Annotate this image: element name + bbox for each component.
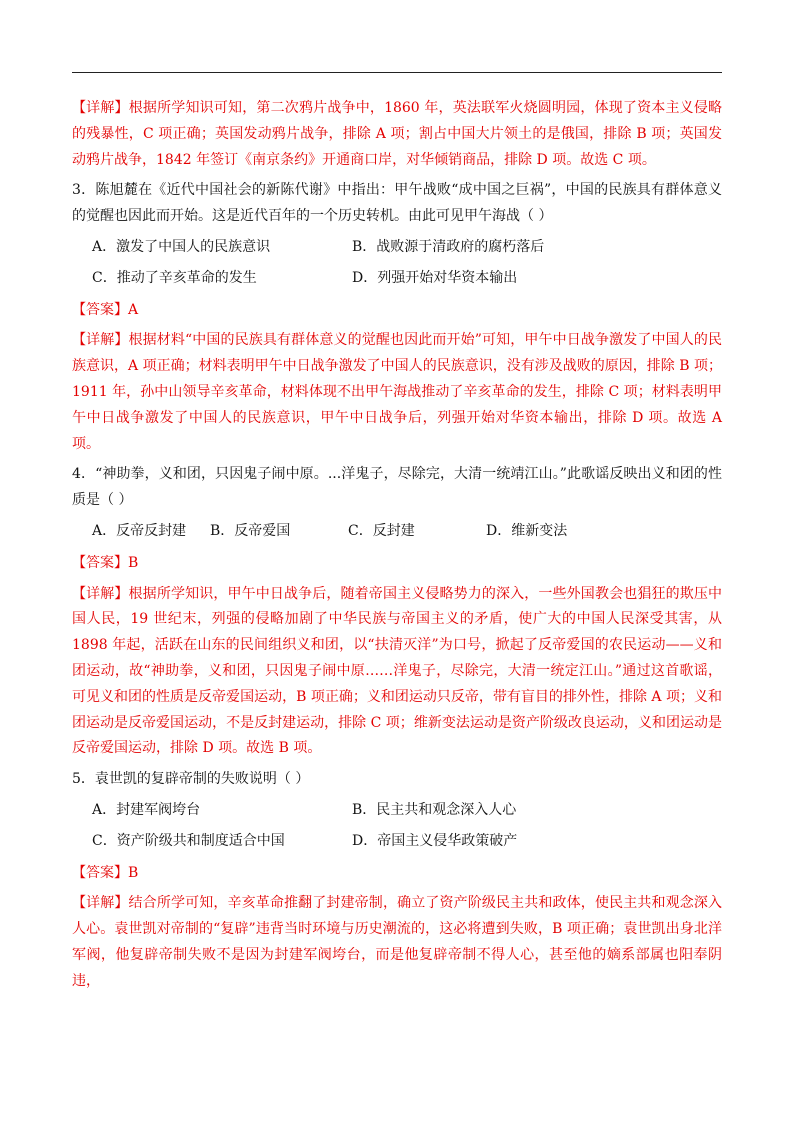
q4-detail-label: 【详解】: [72, 585, 129, 602]
document-body: [72, 96, 722, 1000]
q3-answer: [72, 298, 722, 324]
q4-answer-label: 【答案】: [72, 554, 128, 571]
q2-detail-text: 根据所学知识可知，第二次鸦片战争中，1860 年，英法联军火烧圆明园，体现了资本主义侵略的残暴性，C 项正确；英国发动鸦片战争，排除 A 项；割占中国大片领土的是俄国，排除 B 项；英国发动鸦片战争，1842 年签订《南京条约》开通商口岸，对华倾销商品，排除 D 项。故选 C 项。: [72, 100, 723, 168]
q2-detail: [72, 96, 722, 173]
q4-stem: 4．“神助拳，义和团，只因鬼子闹中原。...洋鬼子，尽除完，大清一统靖江山。”此歌谣反映出义和团的性质是（ ）: [72, 466, 722, 509]
q5-answer-label: 【答案】: [72, 864, 128, 881]
q5-option-d: D．帝国主义侵华政策破产: [352, 832, 518, 849]
q3-detail-label: 【详解】: [72, 332, 129, 349]
q3-detail-text: 根据材料“中国的民族具有群体意义的觉醒也因此而开始”可知，甲午中日战争激发了中国人的民族意识，A 项正确；材料表明甲午中日战争激发了中国人的民族意识，没有涉及战败的原因，排除 B 项；1911 年，孙中山领导辛亥革命，材料体现不出甲午海战推动了辛亥革命的发生，排除 C 项；材料表明甲午中日战争激发了中国人的民族意识，甲午中日战争后，列强开始对华资本输出，排除 D 项。故选 A 项。: [72, 332, 723, 452]
q4-option-a: A．反帝反封建: [92, 522, 187, 539]
q4-option-d: D．维新变法: [486, 522, 568, 539]
q2-detail-label: 【详解】: [72, 100, 129, 116]
q3-answer-value: A: [128, 301, 139, 318]
q3-answer-label: 【答案】: [72, 301, 128, 318]
q4-answer: [72, 551, 722, 577]
q5-option-b: B．民主共和观念深入人心: [352, 801, 517, 818]
q4-detail-text: 根据所学知识，甲午中日战争后，随着帝国主义侵略势力的深入，一些外国教会也猖狂的欺压中国人民，19 世纪末，列强的侵略加剧了中华民族与帝国主义的矛盾，使广大的中国人民深受其害，从 1898 年起，活跃在山东的民间组织义和团，以“扶清灭洋”为口号，掀起了反帝爱国的农民运动——义和团运动，故“神助拳，义和团，只因鬼子闹中原……洋鬼子，尽除完，大清一统定江山。”通过这首歌谣，可见义和团的性质是反帝爱国运动，B 项正确；义和团运动只反帝，带有盲目的排外性，排除 A 项；义和团运动是反帝爱国运动，不是反封建运动，排除 C 项；维新变法运动是资产阶级改良运动，义和团运动是反帝爱国运动，排除 D 项。故选 B 项。: [72, 585, 723, 757]
q5-option-a: A．封建军阀垮台: [92, 801, 201, 818]
q4-answer-value: B: [128, 554, 139, 571]
q5-detail: [72, 891, 722, 994]
q3-options: [72, 235, 722, 292]
q5-detail-label: 【详解】: [72, 895, 129, 912]
q3-option-d: D．列强开始对华资本输出: [352, 269, 518, 286]
q5-options: [72, 798, 722, 855]
header-rule: [72, 72, 722, 73]
q3-option-b: B．战败源于清政府的腐朽落后: [352, 238, 545, 255]
q4-detail: [72, 582, 722, 763]
q4-options: [72, 519, 722, 545]
q3-stem: 3．陈旭麓在《近代中国社会的新陈代谢》中指出：甲午战败“成中国之巨祸”，中国的民族具有群体意义的觉醒也因此而开始。这是近代百年的一个历史转机。由此可见甲午海战（ ）: [72, 182, 722, 225]
q3-option-a: A．激发了中国人的民族意识: [92, 238, 271, 255]
q3-option-c: C．推动了辛亥革命的发生: [92, 269, 257, 286]
q3-detail: [72, 328, 722, 457]
q5-detail-text: 结合所学可知，辛亥革命推翻了封建帝制，确立了资产阶级民主共和政体，使民主共和观念深入人心。袁世凯对帝制的“复辟”违背当时环境与历史潮流的，这必将遭到失败，B 项正确；袁世凯出身北洋军阀，他复辟帝制失败不是因为封建军阀垮台，而是他复辟帝制不得人心，甚至他的嫡系部属也阳奉阴违，: [72, 895, 723, 989]
q5-stem: 5．袁世凯的复辟帝制的失败说明（ ）: [72, 771, 310, 788]
q5-answer: [72, 861, 722, 887]
q4-option-b: B．反帝爱国: [210, 522, 291, 539]
q5-option-c: C．资产阶级共和制度适合中国: [92, 832, 285, 849]
q5-answer-value: B: [128, 864, 139, 881]
q4-option-c: C．反封建: [348, 522, 415, 539]
